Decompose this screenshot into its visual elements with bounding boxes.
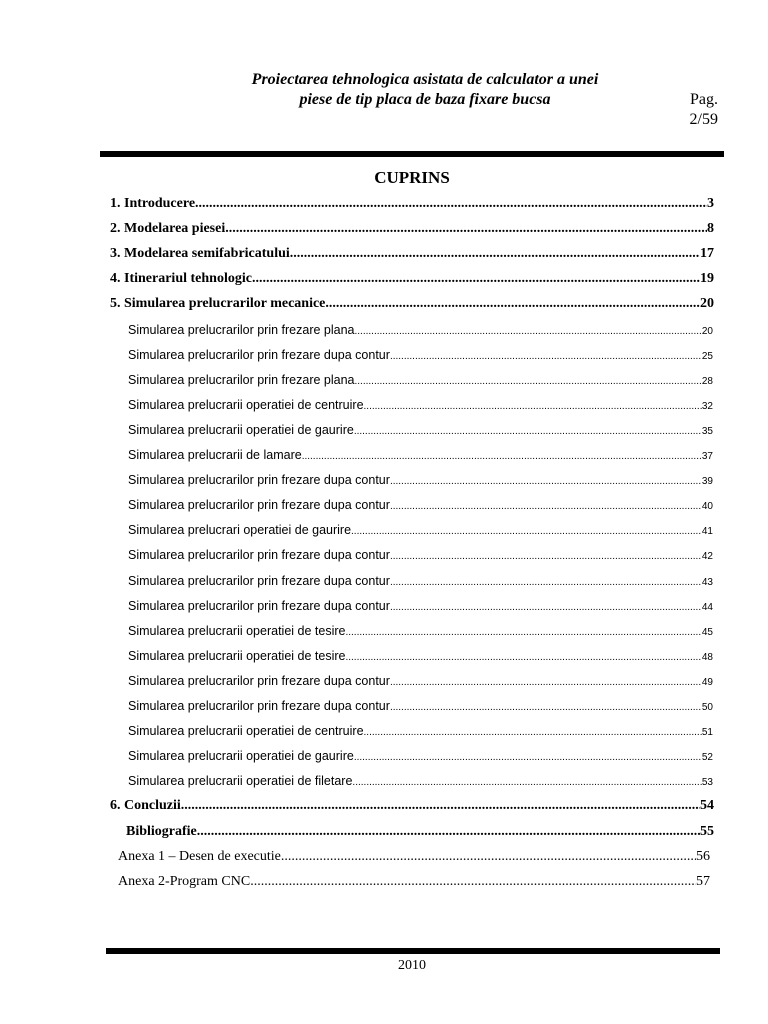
toc-entry-page: 19 (700, 271, 714, 286)
toc-leader-dots (345, 623, 701, 641)
toc-entry-page: 17 (700, 246, 714, 261)
toc-entry[interactable] (128, 520, 713, 540)
toc-entry-page: 25 (701, 351, 713, 362)
toc-entry-title: Simularea prelucrarilor prin frezare dupa contur (128, 348, 390, 362)
toc-entry-page: 55 (700, 824, 714, 839)
document-title-line-1: Proiectarea tehnologica asistata de calculator a unei (251, 71, 599, 88)
toc-entry-page: 32 (701, 401, 713, 412)
toc-entry-title: Anexa 1 – Desen de executie (118, 849, 281, 864)
toc-entry[interactable] (110, 219, 714, 239)
toc-entry[interactable] (110, 796, 714, 816)
toc-entry-page: 28 (701, 376, 713, 387)
toc-entry[interactable] (128, 671, 713, 691)
toc-leader-dots (351, 522, 702, 540)
toc-leader-dots (325, 294, 700, 314)
toc-entry[interactable] (128, 445, 713, 465)
toc-entry[interactable] (128, 545, 713, 565)
toc-entry[interactable] (110, 194, 714, 214)
toc-entry[interactable] (128, 395, 713, 415)
toc-entry-title: Simularea prelucrarii operatiei de centruire (128, 724, 364, 738)
toc-entry-title: Simularea prelucrarii operatiei de filetare (128, 774, 353, 788)
toc-entry-page: 42 (701, 551, 713, 562)
toc-entry-page: 37 (701, 451, 713, 462)
toc-leader-dots (390, 472, 702, 490)
toc-leader-dots (181, 796, 700, 816)
toc-entry-title: Bibliografie (126, 824, 197, 839)
toc-entry-page: 39 (701, 476, 713, 487)
toc-leader-dots (195, 194, 707, 214)
toc-entry-page: 49 (701, 677, 713, 688)
toc-leader-dots (390, 673, 702, 691)
toc-leader-dots (364, 397, 702, 415)
toc-entry-title: 6. Concluzii (110, 798, 181, 813)
toc-entry[interactable] (126, 822, 714, 842)
toc-entry-title: Simularea prelucrari operatiei de gaurire (128, 523, 352, 537)
toc-leader-dots (345, 648, 701, 666)
toc-entry[interactable] (128, 721, 713, 741)
toc-entry[interactable] (128, 696, 713, 716)
toc-entry-title: Simularea prelucrarilor prin frezare dupa contur (128, 674, 390, 688)
toc-leader-dots (355, 322, 702, 340)
toc-leader-dots (390, 497, 702, 515)
toc-entry-title: Anexa 2-Program CNC (118, 874, 251, 889)
toc-entry[interactable] (128, 470, 713, 490)
toc-entry[interactable] (110, 294, 714, 314)
toc-heading: CUPRINS (374, 168, 450, 187)
toc-entry[interactable] (118, 872, 710, 892)
toc-leader-dots (364, 723, 702, 741)
toc-entry[interactable] (128, 621, 713, 641)
toc-entry-page: 53 (701, 777, 713, 788)
toc-entry-title: Simularea prelucrarii operatiei de tesire (128, 624, 346, 638)
toc-entry[interactable] (128, 420, 713, 440)
toc-leader-dots (354, 422, 702, 440)
toc-entry-page: 54 (700, 798, 714, 813)
toc-entry-title: Simularea prelucrarii de lamare (128, 448, 302, 462)
footer-year: 2010 (398, 958, 426, 973)
toc-entry-page: 43 (701, 577, 713, 588)
toc-entry-title: Simularea prelucrarilor prin frezare dupa contur (128, 699, 390, 713)
toc-entry-page: 40 (701, 501, 713, 512)
toc-entry-page: 20 (700, 296, 714, 311)
toc-leader-dots (354, 748, 702, 766)
toc-entry[interactable] (128, 596, 713, 616)
toc-entry[interactable] (128, 646, 713, 666)
toc-entry-page: 51 (701, 727, 713, 738)
toc-leader-dots (390, 573, 702, 591)
toc-entry-page: 20 (701, 326, 713, 337)
toc-entry[interactable] (128, 746, 713, 766)
toc-entry-title: Simularea prelucrarilor prin frezare dupa contur (128, 498, 390, 512)
document-title-line-2: piese de tip placa de baza fixare bucsa (299, 91, 551, 108)
toc-entry[interactable] (128, 320, 713, 340)
toc-entry-title: Simularea prelucrarilor prin frezare dupa contur (128, 599, 390, 613)
toc-entry-title: 2. Modelarea piesei (110, 221, 226, 236)
toc-leader-dots (390, 547, 702, 565)
toc-leader-dots (355, 372, 702, 390)
toc-entry-title: Simularea prelucrarii operatiei de gaurire (128, 423, 354, 437)
toc-leader-dots (290, 244, 700, 264)
toc-entry-page: 44 (701, 602, 713, 613)
toc-entry-title: Simularea prelucrarilor prin frezare dupa contur (128, 548, 390, 562)
page-number: 2/59 (689, 111, 718, 128)
toc-leader-dots (390, 347, 702, 365)
toc-entry[interactable] (128, 345, 713, 365)
toc-entry[interactable] (110, 269, 714, 289)
toc-entry[interactable] (110, 244, 714, 264)
toc-entry-page: 48 (701, 652, 713, 663)
footer-divider (106, 948, 720, 954)
toc-entry-page: 35 (701, 426, 713, 437)
toc-leader-dots (281, 847, 696, 867)
toc-leader-dots (302, 447, 702, 465)
toc-entry[interactable] (128, 495, 713, 515)
toc-entry-title: Simularea prelucrarilor prin frezare plana (128, 373, 355, 387)
toc-entry-title: Simularea prelucrarilor prin frezare dupa contur (128, 574, 390, 588)
toc-entry[interactable] (128, 370, 713, 390)
toc-leader-dots (250, 872, 696, 892)
toc-entry-title: 4. Itinerariul tehnologic (110, 271, 252, 286)
toc-entry-page: 3 (707, 196, 714, 211)
toc-entry-title: Simularea prelucrarii operatiei de tesire (128, 649, 346, 663)
toc-entry[interactable] (118, 847, 710, 867)
toc-entry-title: Simularea prelucrarilor prin frezare plana (128, 323, 355, 337)
toc-entry-title: 1. Introducere (110, 196, 196, 211)
toc-entry-page: 8 (707, 221, 714, 236)
toc-entry[interactable] (128, 571, 713, 591)
toc-leader-dots (197, 822, 700, 842)
toc-entry-page: 57 (696, 874, 710, 889)
toc-entry-page: 50 (701, 702, 713, 713)
toc-leader-dots (390, 598, 702, 616)
toc-entry-page: 45 (701, 627, 713, 638)
toc-entry-page: 56 (696, 849, 710, 864)
toc-leader-dots (252, 269, 700, 289)
page-label: Pag. (690, 91, 718, 108)
toc-leader-dots (352, 773, 701, 791)
toc-entry-title: Simularea prelucrarii operatiei de centruire (128, 398, 364, 412)
toc-leader-dots (225, 219, 707, 239)
toc-entry-title: Simularea prelucrarilor prin frezare dupa contur (128, 473, 390, 487)
toc-entry-title: 5. Simularea prelucrarilor mecanice (110, 296, 326, 311)
toc-entry-page: 41 (701, 526, 713, 537)
toc-entry-title: 3. Modelarea semifabricatului (110, 246, 290, 261)
toc-entry[interactable] (128, 771, 713, 791)
toc-leader-dots (390, 698, 702, 716)
toc-entry-page: 52 (701, 752, 713, 763)
toc-entry-title: Simularea prelucrarii operatiei de gaurire (128, 749, 354, 763)
